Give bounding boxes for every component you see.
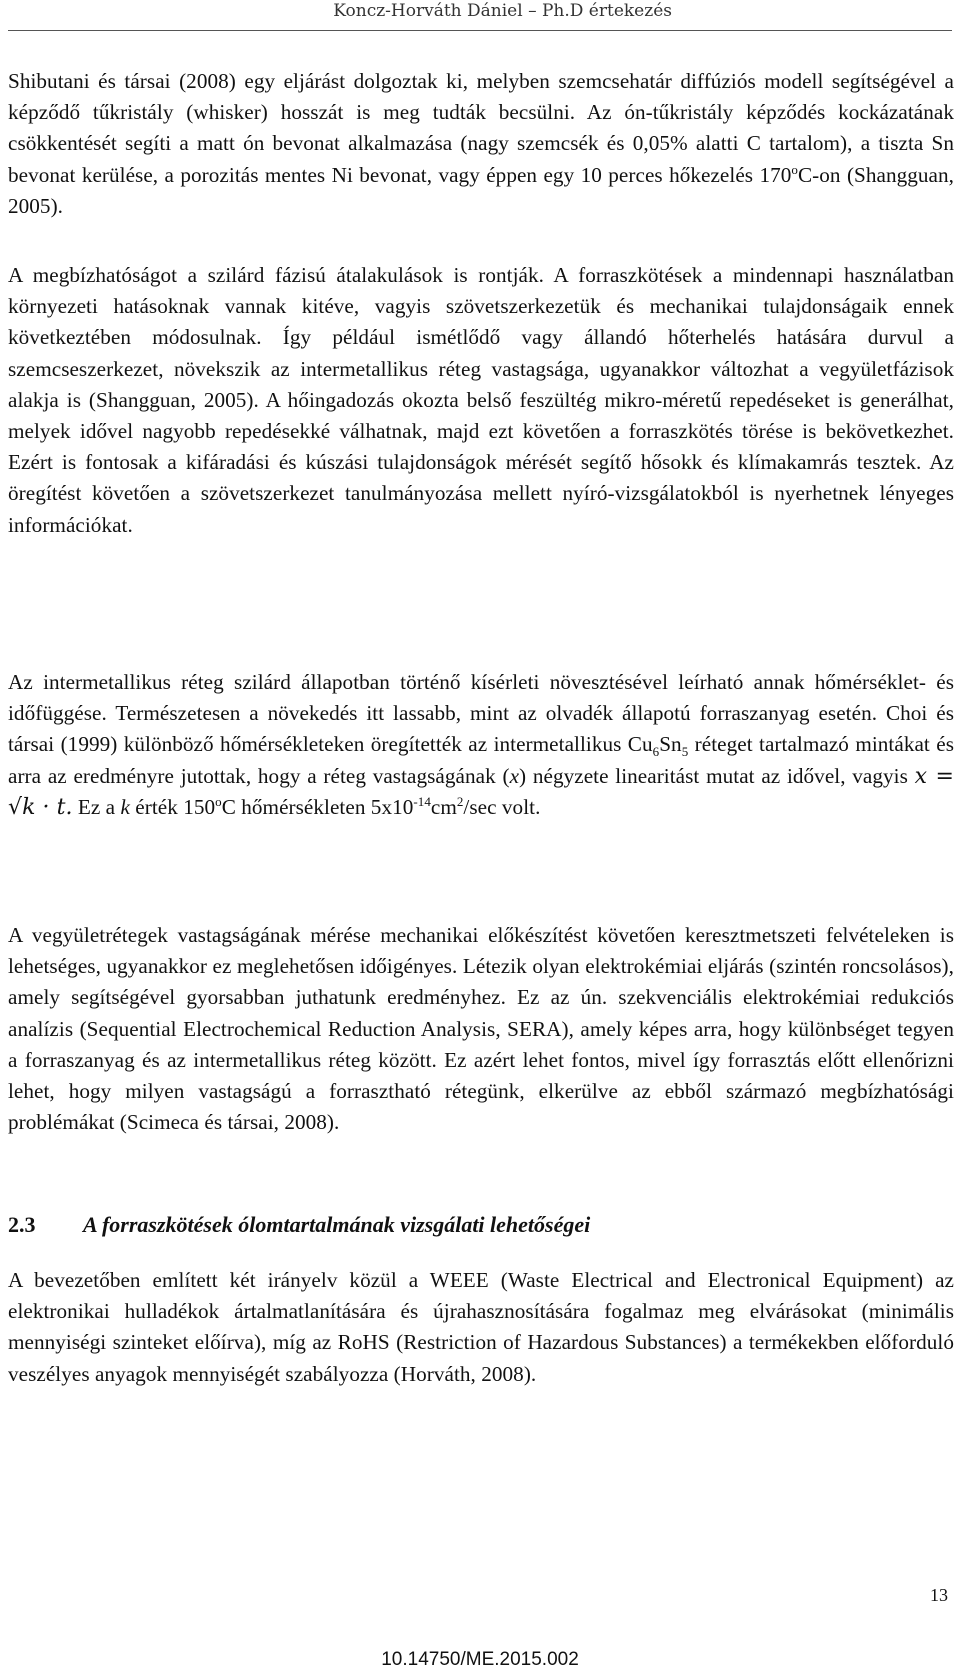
superscript: o [215,793,222,809]
paragraph-text: C hőmérsékleten 5x10 [221,794,414,819]
paragraph-text: /sec volt. [463,794,541,819]
doi-footer: 10.14750/ME.2015.002 [381,1649,579,1670]
paragraph-intermetallic [8,667,954,823]
paragraph-sera [8,920,954,1138]
variable-k: k [120,794,130,819]
paragraph-text: réteget tartalmazó mintákat és arra az eredményre jutottak, hogy a réteg vastagságának ( [8,732,954,788]
paragraph-text: C-on (Shangguan, 2005). [8,162,954,218]
paragraph-text: Shibutani és társai (2008) egy eljárást dolgoztak ki, melyben szemcsehatár diffúziós modell segítségével a képződő tűkristály (whisker) hosszát is meg tudták becsülni. Az ón-tűkristály képződés kockázatának csökkentését segíti a matt ón bevonat alkalmazása (nagy szemcsék és 0,05% alatti C tartalom), a tiszta Sn bevonat kerülése, a porozitás mentes Ni bevonat, vagy éppen egy 10 perces hőkezelés 170 [8,69,954,187]
paragraph-reliability [8,260,954,541]
paragraph-text: Az intermetallikus réteg szilárd állapotban történő kísérleti növesztésével leírható annak hőmérséklet- és időfüggése. Természetesen a növekedés itt lassabb, mint az olvadék állapotú forraszanyag esetén. Choi és társai (1999) különböző hőmérsékleteken öregítették az intermetallikus Cu [8,670,954,757]
variable-x: x [509,763,520,788]
paragraph-text: ) négyzete linearitást mutat az idővel, vagyis [519,763,915,788]
paragraph-text: érték 150 [129,794,216,819]
paragraph-text: A vegyületrétegek vastagságának mérése mechanikai előkészítést követően keresztmetszeti felvételeken is lehetséges, ugyanakkor ez meglehetősen időigényes. Létezik olyan elektrokémiai eljárás (szintén roncsolásos), amely segítségével gyorsabban juthatunk eredményhez. Ez az ún. szekvenciális elektrokémiai redukciós analízis (Sequential Electrochemical Reduction Analysis, SERA), amely képes arra, hogy különbséget tegyen a forraszanyag és az intermetallikus réteg között. Ez azért lehet fontos, mivel így forrasztás előtt ellenőrizni lehet, hogy milyen vastagságú a forrasztható rétegünk, elkerülve az ebből származó megbízhatósági problémákat (Scimeca és társai, 2008). [8,923,954,1135]
paragraph-text: cm [430,794,457,819]
paragraph-weee-rohs [8,1265,954,1390]
subscript: 6 [652,744,660,760]
paragraph-text: A bevezetőben említett két irányelv közül a WEEE (Waste Electrical and Electronical Equipment) az elektronikai hulladékok ártalmatlanítására és újrahasznosítására fogalmaz meg elvárásokat (minimális mennyiségi szinteket előírva), míg az RoHS (Restriction of Hazardous Substances) a termékekben előforduló veszélyes anyagok mennyiségét szabályozza (Horváth, 2008). [8,1268,954,1386]
running-header [0,0,960,30]
superscript: o [791,161,798,177]
paragraph-text: Ez a [72,794,121,819]
formula: x = √k · t. [8,763,955,820]
paragraph-text: A megbízhatóságot a szilárd fázisú átalakulások is rontják. A forraszkötések a mindennapi használatban környezeti hatásoknak vannak kitéve, vagyis szövetszerkezetük és mechanikai tulajdonságaik ennek következtében módosulnak. Így például ismétlődő vagy állandó hőterhelés hatására durvul a szemcseszerkezet, növekszik az intermetallikus réteg vastagsága, ugyanakkor változhat a vegyületfázisok alakja is (Shangguan, 2005). A hőingadozás okozta belső feszültég mikro-méretű repedéseket is generálhat, melyek idővel nagyobb repedésekké válhatnak, majd ezt követően a forraszkötés törése is bekövetkezhet. Ezért is fontosak a kifáradási és kúszási tulajdonságok mérését segítő hősokk és klímakamrás tesztek. Az öregítést követően a szövetszerkezet tanulmányozása mellett nyíró-vizsgálatokból is nyerhetnek lényeges információkat. [8,263,954,537]
superscript: -14 [413,793,431,809]
superscript: 2 [456,793,464,809]
section-title: A forraszkötések ólomtartalmának vizsgálati lehetőségei [83,1212,591,1237]
page-number: 13 [930,1585,948,1605]
section-heading [8,1210,954,1240]
running-title: Koncz-Horváth Dániel – Ph.D értekezés [333,1,672,21]
section-number: 2.3 [8,1212,36,1237]
subscript: 5 [681,744,689,760]
paragraph-text: Sn [659,732,682,757]
header-rule [8,30,952,31]
paragraph-whisker [8,66,954,222]
